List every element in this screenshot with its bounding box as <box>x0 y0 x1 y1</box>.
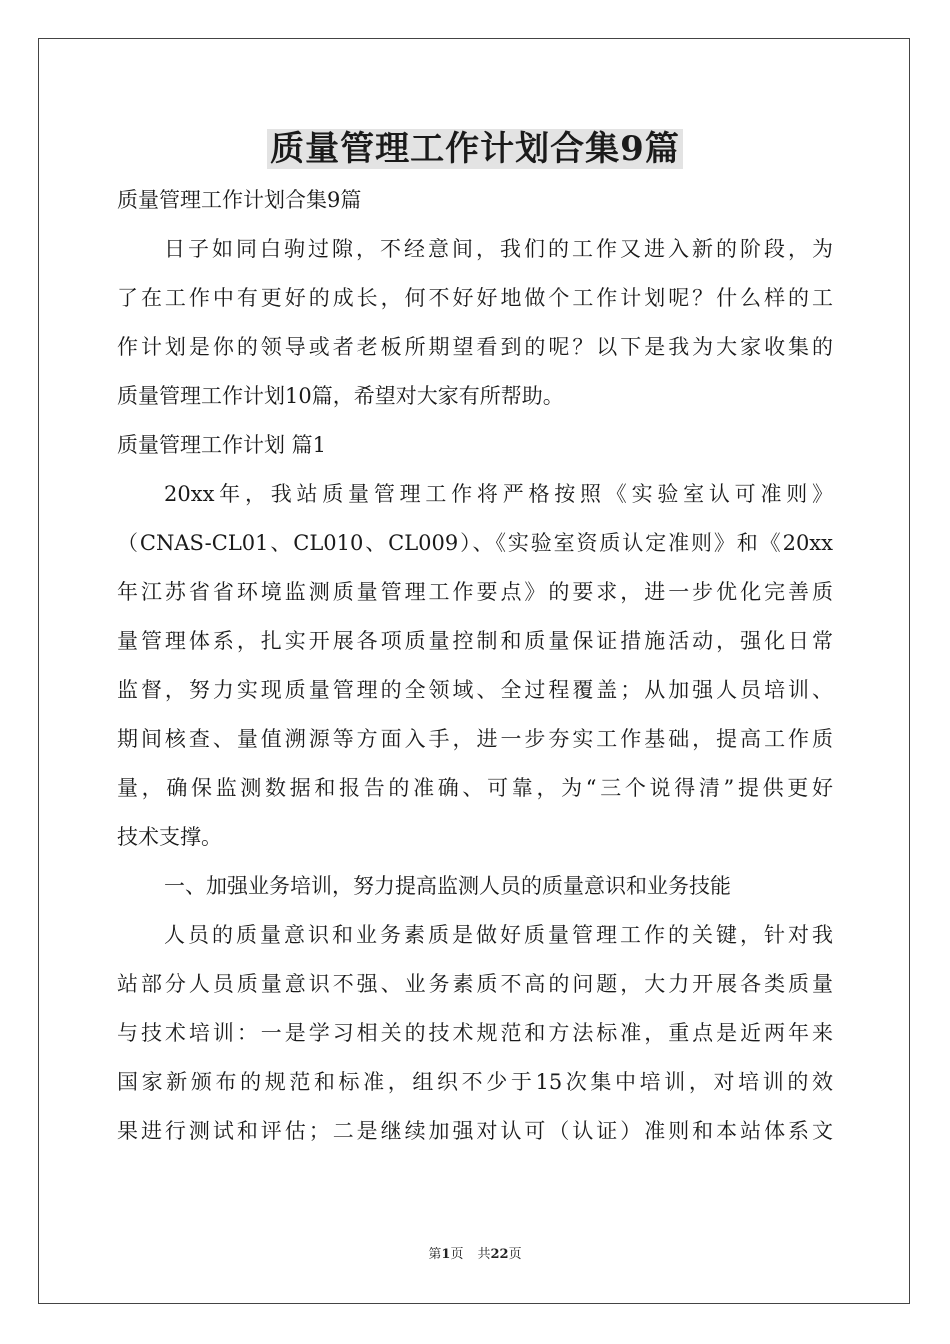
document-body <box>117 176 833 1156</box>
point-line-5: 果进行测试和评估；二是继续加强对认可（认证）准则和本站体系文 <box>117 1119 833 1143</box>
document-title-text: 质量管理工作计划合集9篇 <box>267 129 683 169</box>
footer-page-prefix: 第 <box>428 1247 442 1262</box>
section-line-6: 期间核查、量值溯源等方面入手，进一步夯实工作基础，提高工作质 <box>117 727 833 751</box>
point-line-1: 人员的质量意识和业务素质是做好质量管理工作的关键，针对我 <box>164 923 833 947</box>
point-heading: 一、加强业务培训，努力提高监测人员的质量意识和业务技能 <box>164 874 731 898</box>
point-line-2: 站部分人员质量意识不强、业务素质不高的问题，大力开展各类质量 <box>117 972 833 996</box>
section-line-8: 技术支撑。 <box>117 825 222 849</box>
footer-page-number: 1 <box>441 1247 451 1262</box>
footer-total-prefix: 共 <box>477 1247 491 1262</box>
section-line-7: 量，确保监测数据和报告的准确、可靠，为“三个说得清”提供更好 <box>117 776 833 800</box>
footer-page-suffix: 页 <box>450 1247 464 1262</box>
section-line-5: 监督，努力实现质量管理的全领域、全过程覆盖；从加强人员培训、 <box>117 678 833 702</box>
point-line-4: 国家新颁布的规范和标准，组织不少于15次集中培训，对培训的效 <box>117 1070 833 1094</box>
section-heading: 质量管理工作计划 篇1 <box>117 433 327 457</box>
footer-total-pages: 22 <box>490 1247 509 1262</box>
page-footer <box>0 1246 950 1264</box>
document-title <box>0 124 950 174</box>
intro-line-1: 日子如同白驹过隙，不经意间，我们的工作又进入新的阶段，为 <box>164 237 833 261</box>
point-line-3: 与技术培训：一是学习相关的技术规范和方法标准，重点是近两年来 <box>117 1021 833 1045</box>
section-line-3: 年江苏省省环境监测质量管理工作要点》的要求，进一步优化完善质 <box>117 580 833 604</box>
footer-total-suffix: 页 <box>508 1247 522 1262</box>
intro-line-2: 了在工作中有更好的成长，何不好好地做个工作计划呢？什么样的工 <box>117 286 833 310</box>
intro-line-4: 质量管理工作计划10篇，希望对大家有所帮助。 <box>117 384 564 408</box>
document-subtitle: 质量管理工作计划合集9篇 <box>117 188 362 212</box>
section-line-2: （CNAS-CL01、CL010、CL009）、《实验室资质认定准则》和《20xx <box>117 531 833 555</box>
section-line-4: 量管理体系，扎实开展各项质量控制和质量保证措施活动，强化日常 <box>117 629 833 653</box>
section-line-1: 20xx年，我站质量管理工作将严格按照《实验室认可准则》 <box>164 482 833 506</box>
intro-line-3: 作计划是你的领导或者老板所期望看到的呢？以下是我为大家收集的 <box>117 335 833 359</box>
